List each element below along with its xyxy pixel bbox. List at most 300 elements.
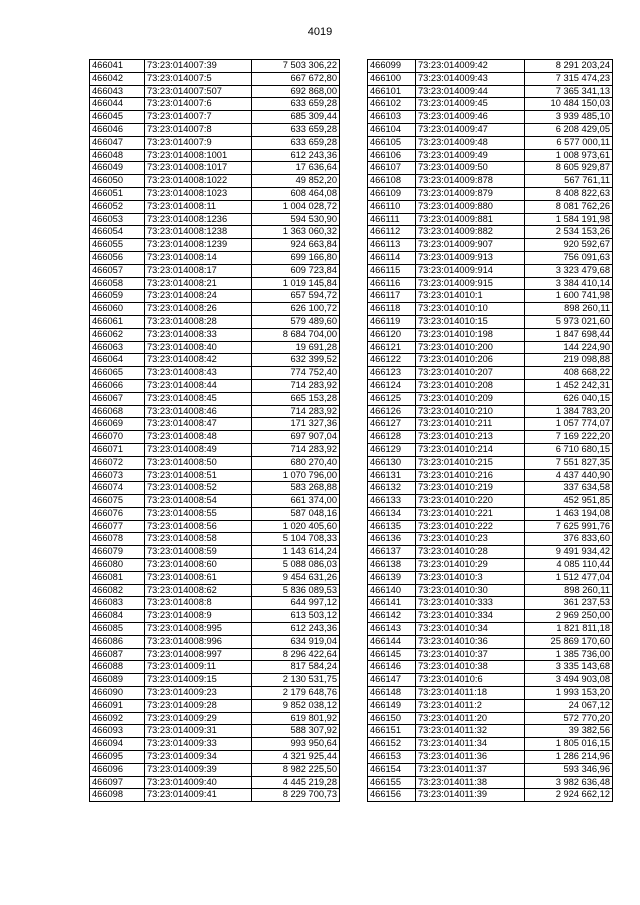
table-row	[368, 392, 613, 405]
row-number: 466067	[90, 392, 145, 405]
table-row	[368, 763, 613, 776]
row-number: 466044	[90, 98, 145, 111]
cadastral-number: 73:23:014010:36	[416, 635, 525, 648]
row-number: 466125	[368, 392, 416, 405]
cadastral-number: 73:23:014008:9	[145, 610, 252, 623]
cadastral-value: 171 327,36	[252, 418, 340, 431]
table-row	[90, 699, 340, 712]
cadastral-number: 73:23:014008:45	[145, 392, 252, 405]
table-row	[90, 392, 340, 405]
table-row	[368, 367, 613, 380]
cadastral-number: 73:23:014009:50	[416, 162, 525, 175]
row-number: 466138	[368, 559, 416, 572]
table-row	[90, 738, 340, 751]
table-row	[90, 482, 340, 495]
row-number: 466106	[368, 149, 416, 162]
table-row	[368, 149, 613, 162]
table-row	[90, 520, 340, 533]
row-number: 466130	[368, 456, 416, 469]
row-number: 466076	[90, 507, 145, 520]
row-number: 466074	[90, 482, 145, 495]
row-number: 466132	[368, 482, 416, 495]
cadastral-number: 73:23:014009:49	[416, 149, 525, 162]
cadastral-number: 73:23:014011:39	[416, 789, 525, 802]
row-number: 466131	[368, 469, 416, 482]
row-number: 466111	[368, 213, 416, 226]
cadastral-value: 920 592,67	[525, 239, 613, 252]
table-row	[368, 520, 613, 533]
cadastral-value: 572 770,20	[525, 712, 613, 725]
table-row	[368, 354, 613, 367]
row-number: 466068	[90, 405, 145, 418]
cadastral-number: 73:23:014007:39	[145, 60, 252, 73]
cadastral-value: 608 464,08	[252, 187, 340, 200]
row-number: 466136	[368, 533, 416, 546]
table-row	[368, 725, 613, 738]
cadastral-value: 619 801,92	[252, 712, 340, 725]
cadastral-value: 993 950,64	[252, 738, 340, 751]
row-number: 466081	[90, 571, 145, 584]
cadastral-number: 73:23:014011:2	[416, 699, 525, 712]
row-number: 466121	[368, 341, 416, 354]
cadastral-value: 587 048,16	[252, 507, 340, 520]
cadastral-value: 2 924 662,12	[525, 789, 613, 802]
cadastral-number: 73:23:014008:17	[145, 264, 252, 277]
cadastral-number: 73:23:014010:3	[416, 571, 525, 584]
table-row	[90, 559, 340, 572]
cadastral-number: 73:23:014010:333	[416, 597, 525, 610]
table-row	[368, 213, 613, 226]
table-row	[90, 123, 340, 136]
cadastral-number: 73:23:014007:507	[145, 85, 252, 98]
cadastral-value: 2 130 531,75	[252, 674, 340, 687]
cadastral-number: 73:23:014008:54	[145, 495, 252, 508]
table-row	[368, 661, 613, 674]
cadastral-value: 697 907,04	[252, 431, 340, 444]
row-number: 466079	[90, 546, 145, 559]
cadastral-number: 73:23:014010:34	[416, 623, 525, 636]
cadastral-value: 1 070 796,00	[252, 469, 340, 482]
cadastral-value: 25 869 170,60	[525, 635, 613, 648]
table-row	[90, 200, 340, 213]
cadastral-value: 8 291 203,24	[525, 60, 613, 73]
row-number: 466062	[90, 328, 145, 341]
row-number: 466075	[90, 495, 145, 508]
row-number: 466146	[368, 661, 416, 674]
cadastral-number: 73:23:014009:15	[145, 674, 252, 687]
cadastral-number: 73:23:014008:26	[145, 303, 252, 316]
cadastral-number: 73:23:014007:5	[145, 72, 252, 85]
row-number: 466147	[368, 674, 416, 687]
table-row	[368, 687, 613, 700]
table-row	[368, 303, 613, 316]
row-number: 466059	[90, 290, 145, 303]
row-number: 466114	[368, 251, 416, 264]
table-row	[90, 687, 340, 700]
cadastral-number: 73:23:014008:11	[145, 200, 252, 213]
cadastral-value: 612 243,36	[252, 149, 340, 162]
row-number: 466135	[368, 520, 416, 533]
row-number: 466073	[90, 469, 145, 482]
cadastral-number: 73:23:014008:1239	[145, 239, 252, 252]
cadastral-number: 73:23:014009:29	[145, 712, 252, 725]
cadastral-value: 685 309,44	[252, 111, 340, 124]
cadastral-value: 4 321 925,44	[252, 751, 340, 764]
cadastral-value: 6 208 429,05	[525, 123, 613, 136]
row-number: 466086	[90, 635, 145, 648]
cadastral-value: 5 104 708,33	[252, 533, 340, 546]
row-number: 466057	[90, 264, 145, 277]
table-row	[90, 725, 340, 738]
row-number: 466122	[368, 354, 416, 367]
cadastral-value: 2 179 648,76	[252, 687, 340, 700]
cadastral-number: 73:23:014010:28	[416, 546, 525, 559]
row-number: 466052	[90, 200, 145, 213]
cadastral-value: 3 494 903,08	[525, 674, 613, 687]
cadastral-value: 665 153,28	[252, 392, 340, 405]
row-number: 466078	[90, 533, 145, 546]
row-number: 466151	[368, 725, 416, 738]
cadastral-number: 73:23:014008:40	[145, 341, 252, 354]
row-number: 466080	[90, 559, 145, 572]
cadastral-number: 73:23:014010:213	[416, 431, 525, 444]
table-row	[90, 72, 340, 85]
row-number: 466104	[368, 123, 416, 136]
cadastral-number: 73:23:014011:18	[416, 687, 525, 700]
cadastral-value: 632 399,52	[252, 354, 340, 367]
cadastral-value: 1 004 028,72	[252, 200, 340, 213]
table-row	[368, 187, 613, 200]
cadastral-value: 3 939 485,10	[525, 111, 613, 124]
cadastral-number: 73:23:014010:23	[416, 533, 525, 546]
cadastral-value: 692 868,00	[252, 85, 340, 98]
table-row	[368, 495, 613, 508]
cadastral-number: 73:23:014011:32	[416, 725, 525, 738]
row-number: 466042	[90, 72, 145, 85]
cadastral-value: 3 982 636,48	[525, 776, 613, 789]
row-number: 466095	[90, 751, 145, 764]
row-number: 466087	[90, 648, 145, 661]
row-number: 466061	[90, 315, 145, 328]
table-row	[90, 635, 340, 648]
table-row	[368, 584, 613, 597]
table-row	[368, 418, 613, 431]
table-row	[90, 443, 340, 456]
cadastral-number: 73:23:014010:200	[416, 341, 525, 354]
cadastral-value: 613 503,12	[252, 610, 340, 623]
row-number: 466071	[90, 443, 145, 456]
table-row	[90, 751, 340, 764]
cadastral-value: 3 323 479,68	[525, 264, 613, 277]
cadastral-number: 73:23:014009:915	[416, 277, 525, 290]
row-number: 466115	[368, 264, 416, 277]
cadastral-number: 73:23:014008:62	[145, 584, 252, 597]
cadastral-value: 756 091,63	[525, 251, 613, 264]
table-row	[368, 111, 613, 124]
cadastral-number: 73:23:014007:7	[145, 111, 252, 124]
row-number: 466051	[90, 187, 145, 200]
table-row	[90, 674, 340, 687]
table-row	[368, 85, 613, 98]
row-number: 466117	[368, 290, 416, 303]
table-row	[368, 699, 613, 712]
cadastral-value: 7 503 306,22	[252, 60, 340, 73]
cadastral-value: 1 019 145,84	[252, 277, 340, 290]
cadastral-value: 376 833,60	[525, 533, 613, 546]
row-number: 466120	[368, 328, 416, 341]
row-number: 466141	[368, 597, 416, 610]
cadastral-number: 73:23:014010:220	[416, 495, 525, 508]
row-number: 466098	[90, 789, 145, 802]
cadastral-number: 73:23:014008:28	[145, 315, 252, 328]
table-row	[90, 597, 340, 610]
row-number: 466149	[368, 699, 416, 712]
cadastral-number: 73:23:014009:914	[416, 264, 525, 277]
row-number: 466064	[90, 354, 145, 367]
cadastral-value: 8 684 704,00	[252, 328, 340, 341]
cadastral-number: 73:23:014010:37	[416, 648, 525, 661]
row-number: 466112	[368, 226, 416, 239]
row-number: 466123	[368, 367, 416, 380]
cadastral-number: 73:23:014010:38	[416, 661, 525, 674]
row-number: 466049	[90, 162, 145, 175]
table-row	[90, 533, 340, 546]
cadastral-value: 2 969 250,00	[525, 610, 613, 623]
row-number: 466102	[368, 98, 416, 111]
table-row	[90, 149, 340, 162]
cadastral-number: 73:23:014008:60	[145, 559, 252, 572]
cadastral-number: 73:23:014009:28	[145, 699, 252, 712]
cadastral-number: 73:23:014008:21	[145, 277, 252, 290]
table-row	[368, 443, 613, 456]
table-row	[368, 277, 613, 290]
row-number: 466126	[368, 405, 416, 418]
row-number: 466047	[90, 136, 145, 149]
row-number: 466089	[90, 674, 145, 687]
cadastral-value: 609 723,84	[252, 264, 340, 277]
table-row	[90, 469, 340, 482]
cadastral-value: 8 229 700,73	[252, 789, 340, 802]
cadastral-number: 73:23:014011:38	[416, 776, 525, 789]
cadastral-value: 714 283,92	[252, 443, 340, 456]
row-number: 466153	[368, 751, 416, 764]
cadastral-value: 1 993 153,20	[525, 687, 613, 700]
table-row	[90, 610, 340, 623]
cadastral-number: 73:23:014010:206	[416, 354, 525, 367]
cadastral-value: 594 530,90	[252, 213, 340, 226]
cadastral-value: 633 659,28	[252, 98, 340, 111]
cadastral-value: 633 659,28	[252, 123, 340, 136]
cadastral-number: 73:23:014009:913	[416, 251, 525, 264]
table-row	[368, 635, 613, 648]
cadastral-value: 9 491 934,42	[525, 546, 613, 559]
table-row	[368, 597, 613, 610]
row-number: 466050	[90, 175, 145, 188]
cadastral-value: 408 668,22	[525, 367, 613, 380]
cadastral-number: 73:23:014009:878	[416, 175, 525, 188]
table-row	[368, 507, 613, 520]
table-row	[90, 418, 340, 431]
table-row	[368, 264, 613, 277]
cadastral-value: 714 283,92	[252, 405, 340, 418]
row-number: 466142	[368, 610, 416, 623]
table-row	[368, 648, 613, 661]
cadastral-value: 4 445 219,28	[252, 776, 340, 789]
row-number: 466055	[90, 239, 145, 252]
cadastral-number: 73:23:014009:33	[145, 738, 252, 751]
table-row	[368, 239, 613, 252]
cadastral-number: 73:23:014009:46	[416, 111, 525, 124]
cadastral-value: 1 385 736,00	[525, 648, 613, 661]
cadastral-number: 73:23:014008:8	[145, 597, 252, 610]
table-row	[90, 546, 340, 559]
cadastral-value: 1 584 191,98	[525, 213, 613, 226]
cadastral-value: 7 625 991,76	[525, 520, 613, 533]
row-number: 466046	[90, 123, 145, 136]
row-number: 466143	[368, 623, 416, 636]
cadastral-value: 4 085 110,44	[525, 559, 613, 572]
cadastral-number: 73:23:014010:209	[416, 392, 525, 405]
row-number: 466058	[90, 277, 145, 290]
table-row	[368, 546, 613, 559]
cadastral-number: 73:23:014008:42	[145, 354, 252, 367]
row-number: 466134	[368, 507, 416, 520]
cadastral-value: 1 057 774,07	[525, 418, 613, 431]
table-row	[90, 175, 340, 188]
cadastral-number: 73:23:014008:1001	[145, 149, 252, 162]
cadastral-number: 73:23:014009:45	[416, 98, 525, 111]
cadastral-number: 73:23:014010:198	[416, 328, 525, 341]
table-row	[90, 661, 340, 674]
cadastral-number: 73:23:014008:33	[145, 328, 252, 341]
cadastral-number: 73:23:014009:44	[416, 85, 525, 98]
row-number: 466065	[90, 367, 145, 380]
cadastral-number: 73:23:014008:1238	[145, 226, 252, 239]
row-number: 466107	[368, 162, 416, 175]
table-row	[90, 264, 340, 277]
cadastral-value: 10 484 150,03	[525, 98, 613, 111]
row-number: 466113	[368, 239, 416, 252]
table-row	[90, 136, 340, 149]
cadastral-number: 73:23:014008:47	[145, 418, 252, 431]
cadastral-value: 8 982 225,50	[252, 763, 340, 776]
cadastral-number: 73:23:014010:10	[416, 303, 525, 316]
row-number: 466148	[368, 687, 416, 700]
row-number: 466129	[368, 443, 416, 456]
row-number: 466088	[90, 661, 145, 674]
table-row	[90, 456, 340, 469]
cadastral-value: 626 040,15	[525, 392, 613, 405]
cadastral-value: 2 534 153,26	[525, 226, 613, 239]
cadastral-number: 73:23:014009:31	[145, 725, 252, 738]
table-row	[90, 648, 340, 661]
table-row	[368, 136, 613, 149]
row-number: 466085	[90, 623, 145, 636]
row-number: 466056	[90, 251, 145, 264]
table-row	[90, 213, 340, 226]
cadastral-value: 612 243,36	[252, 623, 340, 636]
cadastral-value: 1 286 214,96	[525, 751, 613, 764]
cadastral-value: 699 166,80	[252, 251, 340, 264]
cadastral-value: 680 270,40	[252, 456, 340, 469]
row-number: 466091	[90, 699, 145, 712]
cadastral-value: 9 454 631,26	[252, 571, 340, 584]
row-number: 466103	[368, 111, 416, 124]
cadastral-value: 144 224,90	[525, 341, 613, 354]
row-number: 466124	[368, 379, 416, 392]
cadastral-number: 73:23:014009:41	[145, 789, 252, 802]
cadastral-number: 73:23:014008:56	[145, 520, 252, 533]
row-number: 466127	[368, 418, 416, 431]
cadastral-value: 1 384 783,20	[525, 405, 613, 418]
cadastral-number: 73:23:014008:1023	[145, 187, 252, 200]
row-number: 466109	[368, 187, 416, 200]
table-row	[90, 763, 340, 776]
table-row	[368, 571, 613, 584]
cadastral-number: 73:23:014008:46	[145, 405, 252, 418]
cadastral-value: 644 997,12	[252, 597, 340, 610]
cadastral-number: 73:23:014008:995	[145, 623, 252, 636]
table-row	[90, 571, 340, 584]
row-number: 466066	[90, 379, 145, 392]
table-row	[368, 290, 613, 303]
table-row	[90, 98, 340, 111]
cadastral-number: 73:23:014007:9	[145, 136, 252, 149]
row-number: 466154	[368, 763, 416, 776]
table-row	[90, 290, 340, 303]
row-number: 466101	[368, 85, 416, 98]
cadastral-value: 898 260,11	[525, 584, 613, 597]
cadastral-number: 73:23:014008:1022	[145, 175, 252, 188]
table-row	[90, 111, 340, 124]
row-number: 466084	[90, 610, 145, 623]
cadastral-number: 73:23:014008:48	[145, 431, 252, 444]
cadastral-value: 17 636,64	[252, 162, 340, 175]
cadastral-value: 583 268,88	[252, 482, 340, 495]
cadastral-value: 1 805 016,15	[525, 738, 613, 751]
cadastral-number: 73:23:014008:49	[145, 443, 252, 456]
row-number: 466110	[368, 200, 416, 213]
cadastral-value: 593 346,96	[525, 763, 613, 776]
row-number: 466048	[90, 149, 145, 162]
table-row	[90, 226, 340, 239]
table-row	[90, 328, 340, 341]
table-row	[90, 584, 340, 597]
cadastral-value: 4 437 440,90	[525, 469, 613, 482]
table-row	[90, 341, 340, 354]
cadastral-number: 73:23:014009:40	[145, 776, 252, 789]
row-number: 466119	[368, 315, 416, 328]
right-cadastral-table	[367, 59, 613, 802]
cadastral-number: 73:23:014009:42	[416, 60, 525, 73]
cadastral-number: 73:23:014010:216	[416, 469, 525, 482]
table-row	[368, 175, 613, 188]
row-number: 466144	[368, 635, 416, 648]
cadastral-value: 219 098,88	[525, 354, 613, 367]
cadastral-value: 1 452 242,31	[525, 379, 613, 392]
cadastral-value: 1 821 811,18	[525, 623, 613, 636]
row-number: 466118	[368, 303, 416, 316]
row-number: 466063	[90, 341, 145, 354]
row-number: 466077	[90, 520, 145, 533]
table-row	[90, 239, 340, 252]
cadastral-number: 73:23:014009:880	[416, 200, 525, 213]
cadastral-value: 657 594,72	[252, 290, 340, 303]
cadastral-number: 73:23:014010:29	[416, 559, 525, 572]
table-row	[90, 251, 340, 264]
table-row	[368, 533, 613, 546]
cadastral-number: 73:23:014009:39	[145, 763, 252, 776]
